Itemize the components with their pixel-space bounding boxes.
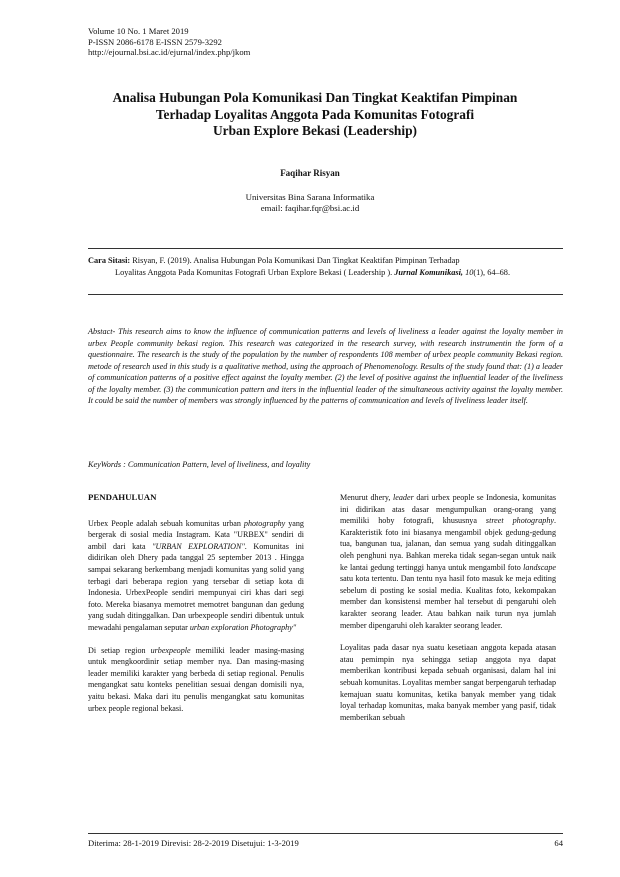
abstract: Abstact- This research aims to know the influence of communication patterns and levels of liveliness a leader against the loyalty member in urbex People community bekasi region. This research was categorized in the research survey, with research instrumentin the form of a questionnaire. The research is the study of the population by the number of respondents 108 member of urbex people community Bekasi region. metode of research used in this study is a qualitative method, using the approach of Phenomenology. Results of the study found that: (1) a leader of communication patterns of a positive effect against the loyalty member. (2) the level of positive against the influential leader of the liveliness of the loyalty member. (3) the communication pattern and iters in the influential leader of the simultaneous activity against the loyalty member. It could be said the number of members was strongly influenced by the patterns of communication and levels of liveliness leader itself. [88, 327, 563, 405]
title-line-1: Analisa Hubungan Pola Komunikasi Dan Tingkat Keaktifan Pimpinan [112, 90, 518, 105]
affiliation [0, 192, 620, 214]
divider-bottom [88, 294, 563, 295]
citation-text-1: Risyan, F. (2019). Analisa Hubungan Pola Komunikasi Dan Tingkat Keaktifan Pimpinan Terhadap [132, 256, 460, 265]
paper-title [95, 90, 535, 140]
citation-journal: Jurnal Komunikasi, [394, 268, 463, 278]
submission-dates: Diterima: 28-1-2019 Direvisi: 28-2-2019 Disetujui: 1-3-2019 [88, 838, 299, 848]
issn-line: P-ISSN 2086-6178 E-ISSN 2579-3292 [88, 36, 222, 47]
paragraph: Menurut dhery, leader dari urbex people se Indonesia, komunitas ini didirikan atas dasar mengumpulkan orang-orang yang memiliki hoby fotografi, khususnya street photography. Karakteristik foto ini biasanya mengambil objek gedung-gedung tua, bangunan tua, jalanan, dan semua yang sudah ditinggalkan oleh penghuni nya. Bahkan mereka tidak segan-segan untuk naik ke lantai gedung tertinggi hanya untuk mengambil foto landscape satu kota tertentu. Dan tentu nya hasil foto masuk ke meja editing sebelum di posting ke sosial media. Kualitas foto, kekompakan member dan konsistensi member hal tersebut di pengaruhi oleh karakter seorang leader. Atau bahkan naik turun nya jumlah member dipengaruhi oleh karakter seorang leader. [340, 493, 556, 630]
citation-text-2: Loyalitas Anggota Pada Komunitas Fotografi Urban Explore Bekasi ( Leadership ). [115, 268, 393, 278]
citation-issue-pages: (1), 64–68. [473, 268, 511, 278]
citation-block [88, 255, 562, 280]
title-line-2: Terhadap Loyalitas Anggota Pada Komunitas Fotografi [155, 106, 475, 122]
institution: Universitas Bina Sarana Informatika [245, 192, 375, 202]
journal-url[interactable]: http://ejournal.bsi.ac.id/ejurnal/index.php/jkom [88, 47, 251, 58]
page-number: 64 [554, 838, 563, 848]
author-email[interactable]: email: faqihar.fqr@bsi.ac.id [260, 203, 360, 213]
paragraph: Urbex People adalah sebuah komunitas urban photography yang bergerak di sosial media Instagram. Kata "URBEX" sendiri di ambil dari kata "URBAN EXPLORATION". Komunitas ini didirikan oleh Dhery pada tanggal 25 september 2013 . Hingga sampai sekarang berkembang menjadi komunitas yang solid yang terbagi dari beberapa region yang tersebar di setiap kota di Indonesia. UrbexPeople sendiri mempunyai ciri khas dari segi foto. Mereka biasanya memotret memotret bangunan dan gedung yang sudah ditinggalkan. Dan urbexpeople sendiri dibentuk untuk mewadahi pengalaman seputar urban exploration Photography" [88, 518, 304, 632]
right-column [340, 492, 556, 734]
divider-top [88, 248, 563, 249]
keywords: KeyWords : Communication Pattern, level of liveliness, and loyality [88, 460, 311, 469]
volume-line: Volume 10 No. 1 Maret 2019 [88, 26, 189, 36]
author-name: Faqihar Risyan [280, 168, 340, 178]
citation-volume: 10 [465, 268, 474, 278]
title-line-3: Urban Explore Bekasi (Leadership) [213, 123, 417, 138]
paragraph: Loyalitas pada dasar nya suatu kesetiaan anggota kepada atasan atau pemimpin nya sehingga setiap anggota nya dapat memberikan kontribusi kepada sebuah organisasi, dalam hal ini sebuah komunitas. Loyalitas member sangat berpengaruh terhadap kemajuan suatu komunitas, ketika banyak member yang tidak loyal terhadap komunitas, maka banyak member yang pasif, tidak memberikan sebuah [340, 643, 556, 722]
citation-label: Cara Sitasi: [88, 256, 131, 265]
footer-divider [88, 833, 563, 834]
paragraph: Di setiap region urbexpeople memiliki leader masing-masing untuk mengkoordinir setiap member nya. Dan masing-masing leader memiliki karakter yang berbeda di setiap regional. Penulis mengangkat satu konteks penelitian sesuai dengan domisili nya, yaitu bekasi. Maka dari itu penulis mengangkat satu komunitas urbex people regional bekasi. [88, 645, 304, 713]
left-column [88, 492, 304, 725]
journal-header [88, 26, 250, 58]
section-heading: PENDAHULUAN [88, 492, 157, 502]
page-footer [88, 838, 563, 848]
